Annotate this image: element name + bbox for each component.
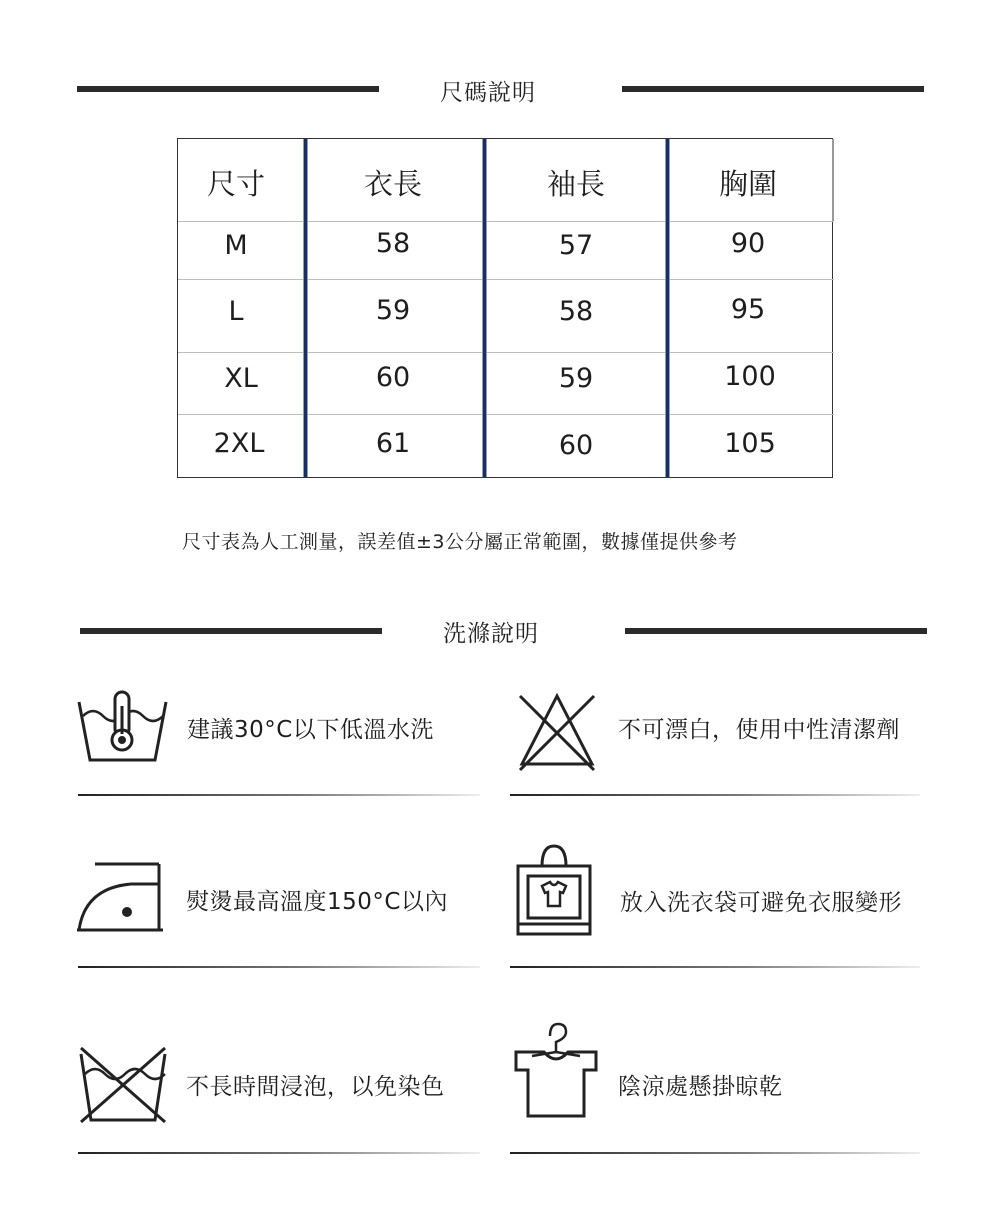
care-divider xyxy=(510,1152,920,1154)
no-soak-icon xyxy=(77,1044,169,1124)
table-cell: 59 xyxy=(558,363,594,394)
care-text-wash: 建議30°C以下低溫水洗 xyxy=(187,717,434,743)
care-section-title: 洗滌說明 xyxy=(443,621,539,647)
table-cell: L xyxy=(228,296,244,327)
table-cell: 59 xyxy=(375,295,411,326)
care-divider xyxy=(78,966,480,968)
table-cell: 61 xyxy=(375,428,411,459)
table-cell: 2XL xyxy=(213,428,265,459)
table-header-length: 衣長 xyxy=(363,167,422,201)
table-cell: XL xyxy=(224,363,258,394)
table-row-separator xyxy=(178,352,834,353)
wash-30-icon xyxy=(75,688,170,766)
table-header-chest: 胸圍 xyxy=(718,167,777,201)
laundry-bag-icon xyxy=(514,842,594,937)
care-divider xyxy=(78,1152,480,1154)
care-divider xyxy=(510,966,920,968)
care-text-bag: 放入洗衣袋可避免衣服變形 xyxy=(620,890,902,916)
table-cell: 100 xyxy=(724,361,776,392)
size-table xyxy=(177,138,833,478)
table-cell: 60 xyxy=(375,362,411,393)
table-row-separator xyxy=(178,414,834,415)
table-cell: 95 xyxy=(730,294,766,325)
iron-icon xyxy=(75,858,167,934)
size-section-rule-left xyxy=(77,86,379,92)
care-text-dry: 陰涼處懸掛晾乾 xyxy=(618,1074,783,1100)
size-section-rule-right xyxy=(622,86,924,92)
care-section-rule-left xyxy=(80,628,382,634)
table-row-separator xyxy=(178,279,834,280)
care-text-iron: 熨燙最高溫度150°C以內 xyxy=(186,889,448,915)
care-text-soak: 不長時間浸泡，以免染色 xyxy=(186,1074,445,1100)
care-text-bleach: 不可漂白，使用中性清潔劑 xyxy=(618,717,900,743)
care-divider xyxy=(510,794,920,796)
table-cell: 90 xyxy=(730,228,766,259)
table-header-size: 尺寸 xyxy=(206,167,265,201)
table-cell: M xyxy=(224,230,248,261)
care-section-rule-right xyxy=(625,628,927,634)
table-cell: 60 xyxy=(558,430,594,461)
care-divider xyxy=(78,794,480,796)
no-bleach-icon xyxy=(516,690,598,772)
table-cell: 58 xyxy=(558,296,594,327)
table-column-separator xyxy=(482,139,487,477)
size-note: 尺寸表為人工測量，誤差值±3公分屬正常範圍，數據僅提供參考 xyxy=(182,531,738,553)
hang-dry-icon xyxy=(512,1018,600,1120)
table-header-sleeve: 袖長 xyxy=(546,167,605,201)
table-cell: 105 xyxy=(724,428,776,459)
table-cell: 57 xyxy=(558,230,594,261)
table-row-separator xyxy=(178,221,834,222)
table-cell: 58 xyxy=(375,228,411,259)
size-section-title: 尺碼說明 xyxy=(440,80,536,106)
